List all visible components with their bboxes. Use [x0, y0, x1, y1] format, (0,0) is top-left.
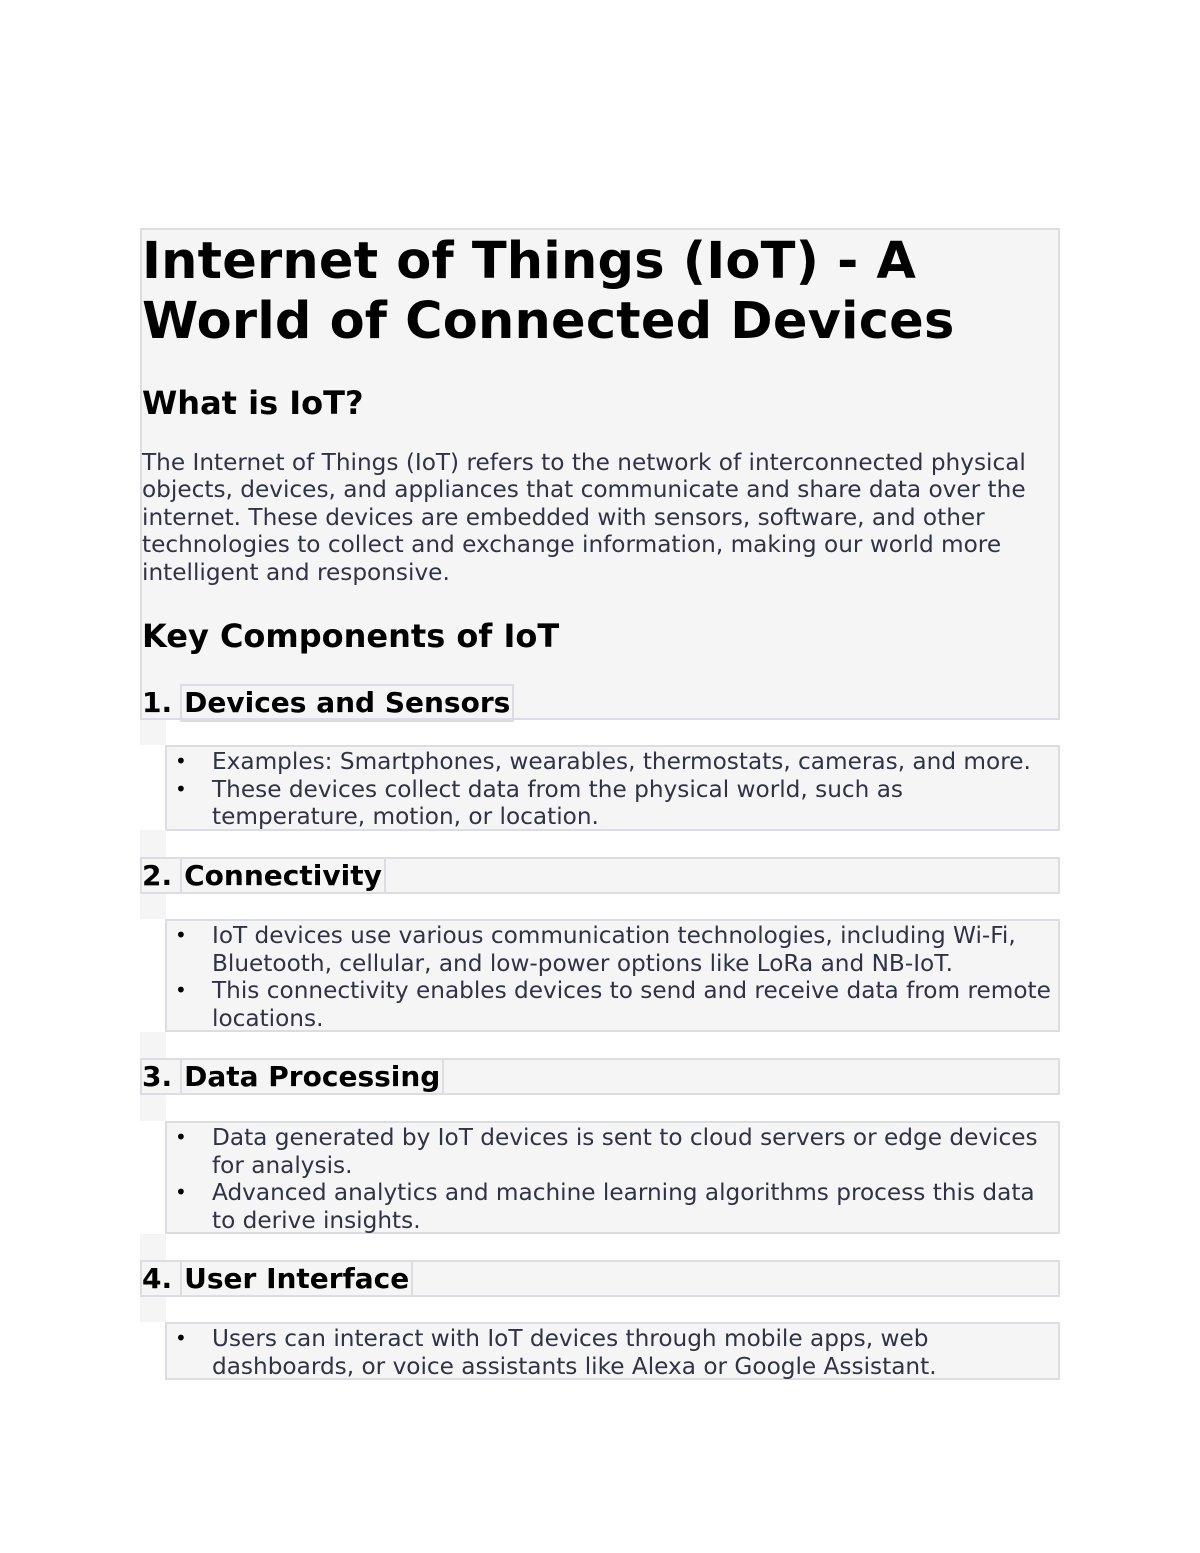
section-bullet-list [175, 922, 1054, 1032]
section-1-gap-strip [140, 720, 166, 745]
bullet-icon: • [175, 1125, 187, 1149]
section-number: 3. [142, 1060, 173, 1093]
list-item-text: Examples: Smartphones, wearables, thermostats, cameras, and more. [212, 748, 1031, 775]
bullet-icon: • [175, 978, 187, 1003]
section-4-gap-strip [140, 1234, 166, 1260]
bullet-icon: • [175, 1180, 187, 1205]
bullet-icon: • [175, 776, 187, 801]
list-item-text: These devices collect data from the physical world, such as temperature, motion, or location. [212, 775, 904, 831]
section-number: 1. [142, 686, 173, 719]
key-components-heading: Key Components of IoT [142, 617, 560, 655]
list-item [175, 1124, 1054, 1179]
section-title: Devices and Sensors [180, 684, 514, 722]
section-title: Data Processing [180, 1060, 444, 1094]
section-bullet-list [175, 1124, 1054, 1234]
section-3-gap-strip-b [140, 1095, 166, 1121]
section-title: Connectivity [180, 859, 386, 893]
document-title: Internet of Things (IoT) - A World of Connected Devices [142, 232, 955, 351]
list-item [175, 1179, 1054, 1234]
list-item [175, 977, 1054, 1032]
section-2-gap-strip-b [140, 894, 166, 919]
list-item-text: Users can interact with IoT devices through mobile apps, web dashboards, or voice assistants like Alexa or Google Assistant. [212, 1325, 937, 1380]
section-number: 4. [142, 1262, 173, 1295]
list-item [175, 748, 1054, 776]
list-item [175, 1325, 1054, 1380]
section-heading [142, 684, 514, 720]
what-is-iot-heading: What is IoT? [142, 384, 364, 422]
section-bullet-list [175, 748, 1054, 831]
list-item-text: Data generated by IoT devices is sent to cloud servers or edge devices for analysis. [212, 1124, 1038, 1179]
section-4-gap-strip-b [140, 1297, 166, 1322]
section-heading [142, 1060, 444, 1096]
section-title: User Interface [180, 1262, 413, 1296]
bullet-icon: • [175, 1326, 187, 1350]
list-item-text: IoT devices use various communication technologies, including Wi-Fi, Bluetooth, cellular, and low-power options like LoRa and NB-IoT. [212, 922, 1016, 977]
section-2-gap-strip [140, 830, 166, 857]
list-item [175, 922, 1054, 977]
section-bullet-list [175, 1325, 1054, 1380]
section-heading [142, 1262, 413, 1298]
bullet-icon: • [175, 749, 187, 773]
section-3-gap-strip [140, 1032, 166, 1058]
list-item-text: This connectivity enables devices to send and receive data from remote locations. [212, 977, 1051, 1032]
list-item-text: Advanced analytics and machine learning algorithms process this data to derive insights. [212, 1179, 1035, 1234]
bullet-icon: • [175, 923, 187, 947]
list-item [175, 775, 1054, 831]
section-number: 2. [142, 859, 173, 892]
section-heading [142, 859, 386, 895]
intro-paragraph: The Internet of Things (IoT) refers to the network of interconnected physical objects, devices, and appliances that communicate and share data over the internet. These devices are embedded with sensors, software, and other technologies to collect and exchange information, making our world more intelligent and responsive. [142, 449, 1026, 586]
